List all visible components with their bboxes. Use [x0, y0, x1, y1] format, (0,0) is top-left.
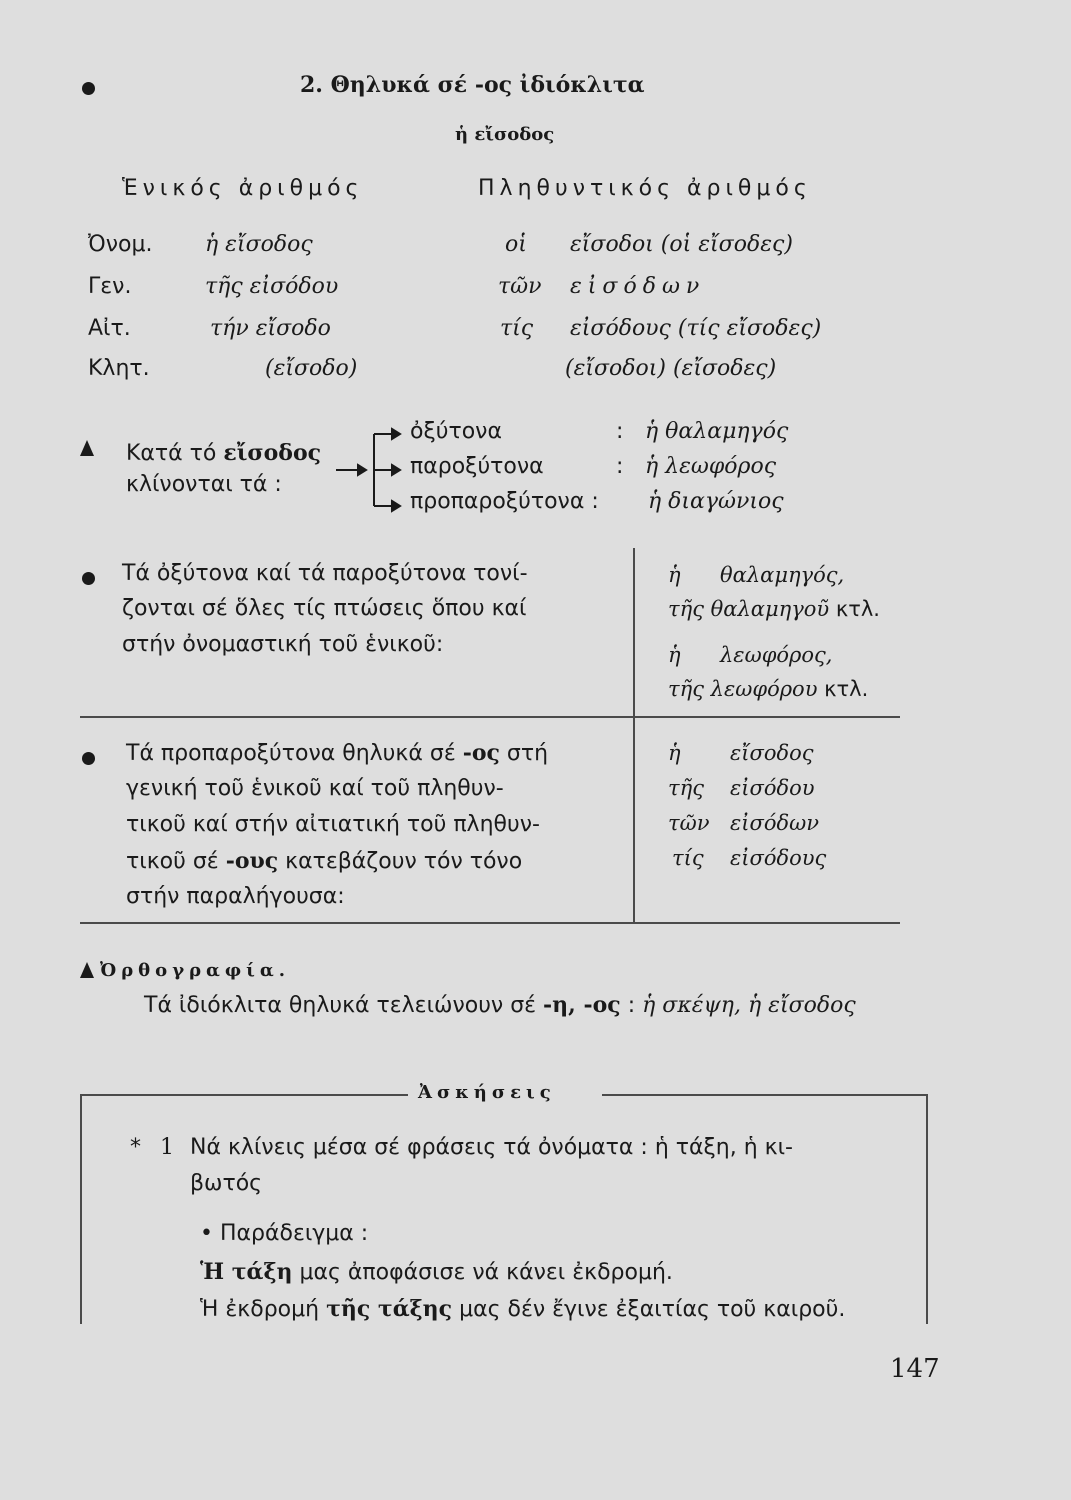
branch-arrows-icon — [330, 420, 410, 520]
rule2-example-word-3: λεωφόρος, — [720, 643, 833, 667]
orthography-heading: Ὀρθογραφία. — [100, 960, 291, 981]
plur-article-accusative: τίς — [500, 316, 534, 341]
rule2-example-art-3: ἡ — [668, 643, 681, 667]
box-left-border — [80, 1094, 82, 1324]
box-right-border — [926, 1094, 928, 1324]
example-sentence-1 — [200, 1259, 673, 1285]
rule1-type-proparoxytone: προπαροξύτονα : — [410, 489, 599, 514]
section-title-text: Θηλυκά σέ -ος ἰδιόκλιτα — [330, 72, 645, 98]
plur-nominative: εἴσοδοι (οἱ εἴσοδες) — [570, 232, 793, 257]
rule2-example-word-2: θαλαμηγοῦ — [710, 597, 830, 621]
orthography-colon: : — [627, 993, 636, 1018]
plural-header: Πληθυντικός ἀριθμός — [478, 176, 812, 201]
rule1-colon-1: : — [616, 419, 624, 444]
rule1-example-1: ἡ θαλαμηγός — [645, 419, 789, 444]
exercise-number: 1 — [160, 1135, 174, 1160]
rule3-example-word-3: εἰσόδων — [730, 811, 820, 835]
case-genitive: Γεν. — [88, 274, 132, 299]
sing-nominative: ἡ εἴσοδος — [205, 232, 313, 257]
rule2-example-art-1: ἡ — [668, 563, 681, 587]
example-label-text: Παράδειγμα : — [219, 1221, 369, 1246]
rule3-line4-bold: -ους — [225, 848, 279, 874]
rule2-example-suffix-4: κτλ. — [824, 677, 869, 701]
bullet-small-icon: • — [200, 1221, 213, 1246]
rule3-example-art-1: ἡ — [668, 741, 681, 765]
noun-heading: ἡ εἴσοδος — [455, 124, 555, 145]
rule2-example-art-4: τῆς — [668, 677, 704, 701]
table-divider-bottom — [80, 922, 900, 924]
rule3-line1-prefix: Τά προπαροξύτονα θηλυκά σέ — [126, 741, 456, 766]
rule3-line1 — [126, 740, 548, 766]
rule1-type-paroxytone: παροξύτονα — [410, 454, 544, 479]
rule2-example-suffix-2: κτλ. — [835, 597, 880, 621]
bullet-icon — [82, 82, 95, 95]
rule3-example-word-4: εἰσόδους — [730, 846, 827, 870]
exercises-heading: Ἀσκήσεις — [418, 1082, 556, 1103]
plur-article-nominative: οἱ — [505, 232, 527, 257]
rule3-line2: γενική τοῦ ἑνικοῦ καί τοῦ πληθυν- — [126, 776, 504, 801]
sentence1-bold: Ἡ τάξη — [200, 1259, 293, 1285]
plur-accusative: εἰσόδους (τίς εἴσοδες) — [570, 316, 822, 341]
rule3-example-word-1: εἴσοδος — [730, 741, 814, 765]
table-divider-vertical — [633, 548, 635, 922]
sentence1-rest: μας ἀποφάσισε νά κάνει ἐκδρομή. — [299, 1260, 673, 1285]
box-top-border-left — [80, 1094, 408, 1096]
sentence2-rest: μας δέν ἔγινε ἐξαιτίας τοῦ καιροῦ. — [459, 1297, 846, 1322]
exercise-star: * — [130, 1135, 141, 1160]
rule3-example-art-2: τῆς — [668, 776, 704, 800]
orthography-text — [144, 992, 856, 1018]
singular-header: Ἑνικός ἀριθμός — [122, 176, 364, 201]
rule2-line2: ζονται σέ ὅλες τίς πτώσεις ὅπου καί — [122, 596, 527, 621]
bullet-icon — [82, 752, 95, 765]
plur-genitive: εἰσόδων — [570, 274, 706, 299]
rule2-example-2 — [668, 597, 880, 621]
rule1-example-2: ἡ λεωφόρος — [645, 454, 777, 479]
rule1-prefix: Κατά τό — [126, 441, 217, 466]
rule3-line5: στήν παραλήγουσα: — [126, 884, 345, 909]
orthography-endings: -η, -ος — [543, 992, 621, 1018]
plur-article-genitive: τῶν — [498, 274, 542, 299]
rule3-line1-bold: -ος — [462, 740, 500, 766]
rule1-line2: κλίνονται τά : — [126, 472, 282, 497]
orthography-prefix: Τά ἰδιόκλιτα θηλυκά τελειώνουν σέ — [144, 993, 537, 1018]
rule3-line1-suffix: στή — [506, 741, 549, 766]
rule3-example-word-2: εἰσόδου — [730, 776, 815, 800]
exercise-line2: βωτός — [190, 1171, 263, 1196]
rule2-example-word-1: θαλαμηγός, — [720, 563, 845, 587]
exercise-line1: Νά κλίνεις μέσα σέ φράσεις τά ὀνόματα : ἡ τάξη, ἡ κι- — [190, 1135, 793, 1160]
sing-genitive: τῆς εἰσόδου — [205, 274, 339, 299]
section-number: 2. — [300, 72, 323, 98]
orthography-examples: ἡ σκέψη, ἡ εἴσοδος — [642, 993, 856, 1018]
rule1-type-oxytone: ὀξύτονα — [410, 419, 502, 444]
case-nominative: Ὀνομ. — [88, 232, 153, 257]
rule2-example-word-4: λεωφόρου — [710, 677, 818, 701]
triangle-icon — [80, 962, 94, 978]
rule3-line3: τικοῦ καί στήν αἰτιατική τοῦ πληθυν- — [126, 812, 540, 837]
box-top-border-right — [602, 1094, 928, 1096]
rule1-example-3: ἡ διαγώνιος — [648, 489, 784, 514]
rule3-example-art-3: τῶν — [668, 811, 710, 835]
rule3-example-art-4: τίς — [672, 846, 704, 870]
triangle-icon — [80, 440, 94, 456]
sentence2-bold: τῆς τάξης — [326, 1296, 453, 1322]
rule2-line1: Τά ὀξύτονα καί τά παροξύτονα τονί- — [122, 561, 528, 586]
rule1-colon-2: : — [616, 454, 624, 479]
section-title — [300, 72, 645, 98]
example-sentence-2 — [200, 1296, 845, 1322]
rule1-line1 — [126, 440, 321, 466]
case-accusative: Αἰτ. — [88, 316, 131, 341]
sing-vocative: (εἴσοδο) — [265, 356, 358, 381]
rule1-bold-word: εἴσοδος — [223, 440, 322, 466]
case-vocative: Κλητ. — [88, 356, 150, 381]
rule2-example-art-2: τῆς — [668, 597, 704, 621]
sing-accusative: τήν εἴσοδο — [210, 316, 331, 341]
table-divider-middle — [80, 716, 900, 718]
plur-vocative: (εἴσοδοι) (εἴσοδες) — [565, 356, 777, 381]
rule2-example-4 — [668, 677, 868, 701]
rule3-line4-prefix: τικοῦ σέ — [126, 849, 219, 874]
sentence2-prefix: Ἡ ἐκδρομή — [200, 1297, 320, 1322]
example-label — [200, 1221, 368, 1246]
rule3-line4-suffix: κατεβάζουν τόν τόνο — [285, 849, 523, 874]
rule2-line3: στήν ὀνομαστική τοῦ ἑνικοῦ: — [122, 632, 444, 657]
page-number: 147 — [890, 1354, 940, 1384]
bullet-icon — [82, 572, 95, 585]
rule3-line4 — [126, 848, 522, 874]
